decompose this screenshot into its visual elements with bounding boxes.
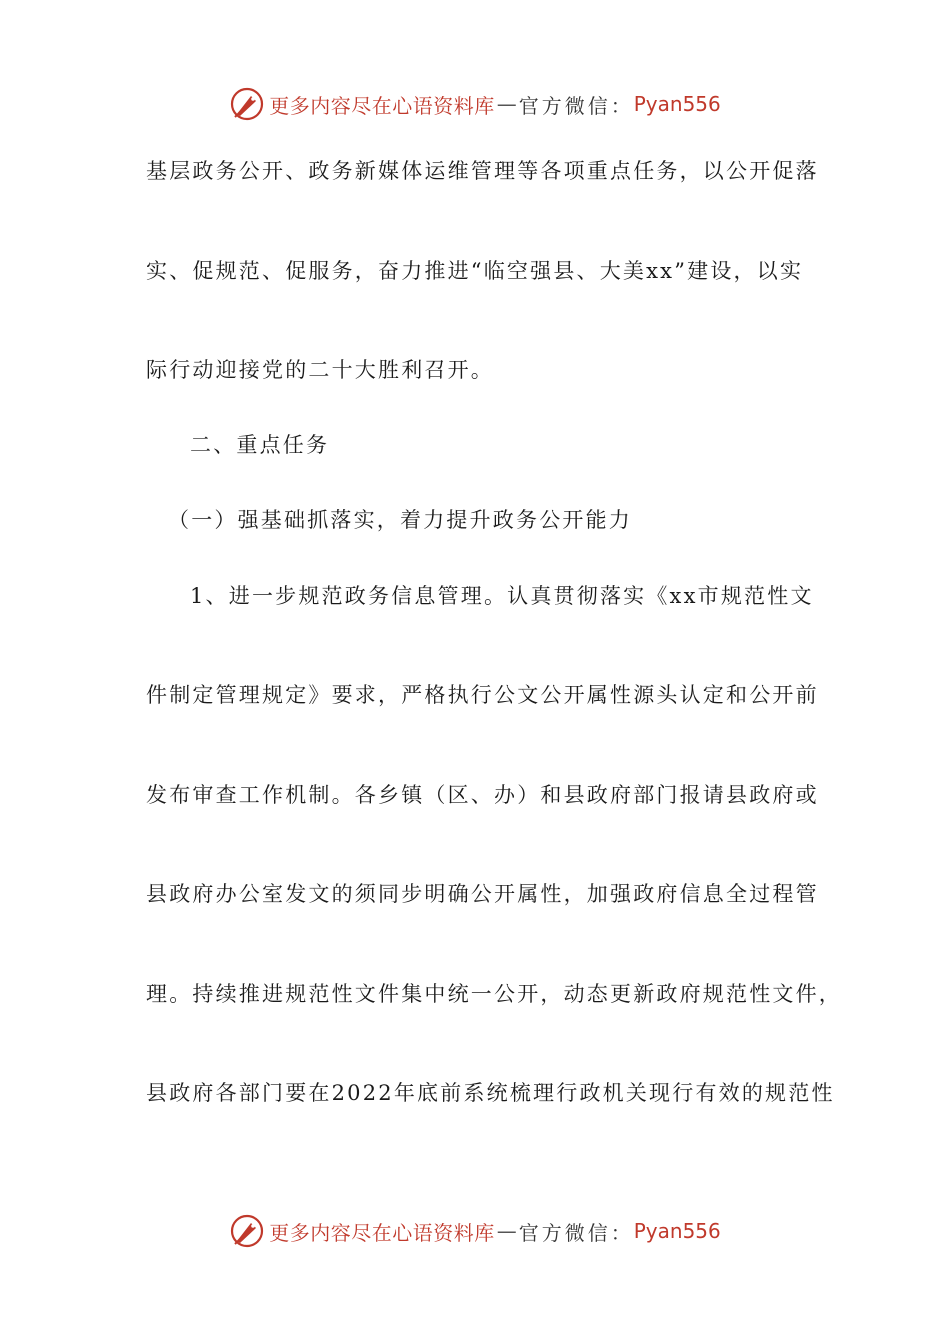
banner-dash: — bbox=[496, 92, 517, 116]
footer-banner bbox=[0, 1211, 950, 1251]
banner-dash: — bbox=[496, 1219, 517, 1243]
banner-promo-text: 更多内容尽在心语资料库 bbox=[269, 1220, 495, 1245]
body-line: 理。持续推进规范性文件集中统一公开，动态更新政府规范性文件， bbox=[146, 982, 842, 1006]
pen-nib-logo-icon bbox=[229, 86, 265, 122]
subsection-heading: （一）强基础抓落实，着力提升政务公开能力 bbox=[168, 508, 632, 532]
body-line: 实、促规范、促服务，奋力推进“临空强县、大美xx”建设，以实 bbox=[146, 259, 804, 283]
banner-promo-text: 更多内容尽在心语资料库 bbox=[269, 93, 495, 118]
banner-wechat-id: Pyan556 bbox=[633, 1219, 721, 1243]
banner-wechat-id: Pyan556 bbox=[633, 92, 721, 116]
body-line: 县政府各部门要在2022年底前系统梳理行政机关现行有效的规范性 bbox=[146, 1081, 835, 1105]
body-line: 发布审查工作机制。各乡镇（区、办）和县政府部门报请县政府或 bbox=[146, 783, 819, 807]
body-line: 县政府办公室发文的须同步明确公开属性，加强政府信息全过程管 bbox=[146, 882, 819, 906]
body-line: 1、进一步规范政务信息管理。认真贯彻落实《xx市规范性文 bbox=[190, 584, 814, 608]
section-heading: 二、重点任务 bbox=[190, 433, 330, 457]
body-line: 际行动迎接党的二十大胜利召开。 bbox=[146, 358, 494, 382]
header-banner bbox=[0, 84, 950, 124]
banner-wechat-label: 官方微信： bbox=[518, 1220, 634, 1245]
body-line: 件制定管理规定》要求，严格执行公文公开属性源头认定和公开前 bbox=[146, 683, 819, 707]
pen-nib-logo-icon bbox=[229, 1213, 265, 1249]
body-line: 基层政务公开、政务新媒体运维管理等各项重点任务，以公开促落 bbox=[146, 159, 819, 183]
banner-wechat-label: 官方微信： bbox=[518, 93, 634, 118]
